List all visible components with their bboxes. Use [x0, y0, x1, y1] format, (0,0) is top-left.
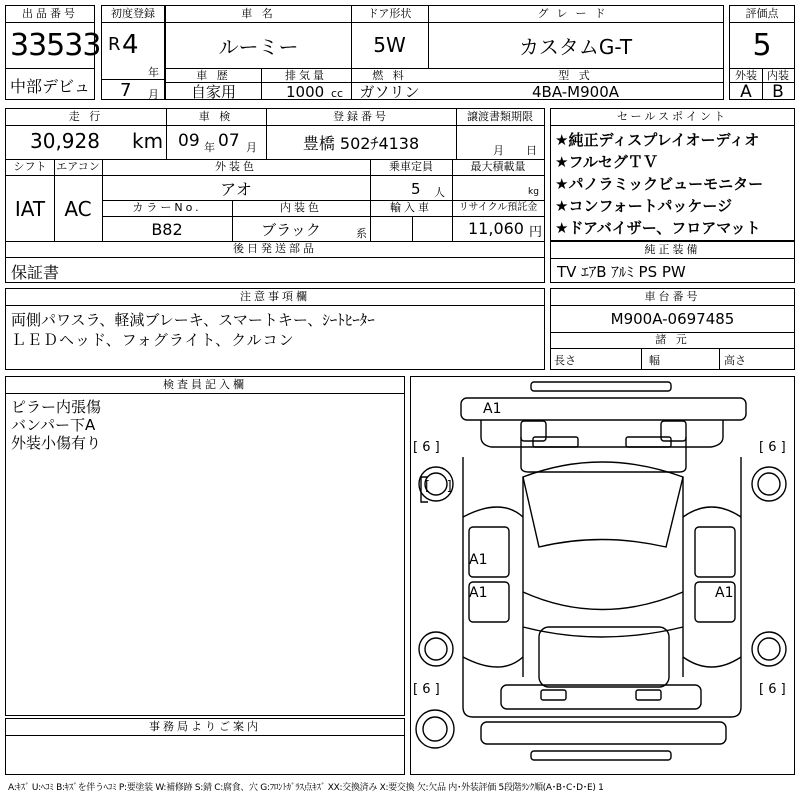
exterior-color: アオ	[220, 179, 252, 199]
interior-color-label: 内装色	[280, 201, 322, 214]
interior-grade: B	[772, 81, 784, 102]
exterior-grade: A	[740, 81, 752, 102]
tire-tread-spare: [ ]	[425, 479, 452, 494]
shift-type: IAT	[14, 196, 46, 221]
fuel: ガソリン	[359, 83, 420, 101]
model-label: 型 式	[558, 69, 593, 82]
interior-grade-label: 内装	[767, 69, 789, 82]
history-label: 車 歴	[196, 69, 231, 82]
damage-mark-front: A1	[483, 401, 502, 417]
damage-mark-left-rear: A1	[469, 585, 488, 601]
transfer-month-unit: 月	[493, 144, 504, 157]
car-diagram-box	[410, 376, 795, 775]
color-number-label: カラーNo.	[132, 201, 202, 214]
later-parts: 保証書	[11, 263, 60, 282]
legend-note: A:ｷｽﾞ U:ﾍｺﾐ B:ｷｽﾞを伴うﾍｺﾐ P:要塗装 W:補修跡 S:錆 C:腐食、穴 G:ﾌﾛﾝﾄｶﾞﾗｽ点ｷｽﾞ XX:交換済み X:要交換 欠:欠品 内･外装評価 5段階ﾗﾝｸ順(A･B･C･D･E) 1	[8, 783, 604, 793]
chassis-number: M900A-0697485	[610, 310, 735, 328]
tire-tread-front-right: [ 6 ]	[759, 440, 786, 455]
exterior-grade-label: 外装	[735, 69, 757, 82]
shift-label: シフト	[13, 160, 47, 173]
equipment-label: 純正装備	[644, 243, 701, 256]
vehicle-info-box	[165, 5, 724, 100]
transfer-day-unit: 日	[526, 144, 537, 157]
vehicle-history: 自家用	[190, 83, 236, 101]
model-code: 4BA-M900A	[531, 82, 619, 101]
recycle-label: リサイクル預託金	[458, 202, 538, 213]
equipment-box	[550, 241, 795, 283]
sales-points-label: セールスポイント	[616, 110, 728, 123]
caution-box	[5, 288, 545, 370]
venue-name: 中部デビュ	[10, 77, 91, 96]
later-parts-label: 後日発送部品	[233, 242, 317, 255]
interior-color: ブラック	[261, 220, 321, 239]
sales-points-box	[550, 108, 795, 241]
transfer-deadline-label: 譲渡書類期限	[467, 110, 533, 123]
lot-number-box	[5, 5, 101, 100]
caution-line-1: 両側パワスラ、軽減ブレーキ、スマートキー、ｼｰﾄﾋｰﾀｰ	[11, 311, 375, 329]
recycle-unit: 円	[529, 225, 543, 240]
score-label: 評価点	[745, 7, 779, 20]
sales-point-2: ★フルセグＴＶ	[555, 153, 658, 171]
inspection-label: 車 検	[198, 110, 234, 123]
mileage: 30,928	[30, 129, 100, 153]
inspector-line-2: バンパー下A	[11, 416, 96, 434]
month-unit: 月	[148, 88, 159, 101]
caution-label: 注意事項欄	[240, 290, 310, 303]
vehicle-detail-box	[5, 108, 545, 283]
sales-point-3: ★パノラミックビューモニター	[555, 175, 764, 193]
import-label: 輸入車	[390, 201, 432, 214]
capacity: 5	[411, 180, 421, 198]
capacity-label: 乗車定員	[389, 160, 433, 173]
plate-number: 豊橋 502ﾁ4138	[302, 133, 420, 153]
first-registration-label: 初度登録	[111, 7, 155, 20]
grade-label: グレード	[537, 7, 614, 20]
exterior-color-label: 外装色	[215, 160, 257, 173]
inspector-box	[5, 376, 405, 716]
plate-label: 登録番号	[333, 110, 389, 123]
inspection-month-unit: 月	[246, 141, 257, 154]
tire-tread-rear-right: [ 6 ]	[759, 682, 786, 697]
color-number: B82	[151, 219, 183, 239]
car-name-label: 車 名	[241, 7, 276, 20]
caution-line-2: ＬＥＤヘッド、フォグライト、クルコン	[11, 331, 295, 349]
sales-point-4: ★コンフォートパッケージ	[555, 197, 733, 215]
fuel-label: 燃 料	[372, 69, 407, 82]
inspector-line-3: 外装小傷有り	[11, 434, 102, 452]
inspection-year-unit: 年	[204, 141, 215, 154]
displacement-label: 排気量	[285, 69, 327, 82]
ac-label: エアコン	[56, 160, 100, 173]
lot-number: 33533	[10, 28, 101, 63]
office-box	[5, 718, 405, 775]
chassis-label: 車台番号	[644, 290, 701, 303]
height-label: 高さ	[724, 354, 746, 367]
mileage-label: 走 行	[68, 110, 104, 123]
sales-point-1: ★純正ディスプレイオーディオ	[555, 131, 760, 149]
overall-score: 5	[752, 27, 772, 63]
door-type: 5W	[373, 33, 406, 57]
recycle-deposit: 11,060	[468, 219, 524, 238]
displacement: 1000	[286, 83, 325, 101]
car-name: ルーミー	[218, 34, 299, 59]
era: R	[108, 34, 121, 55]
tire-tread-rear-left: [ 6 ]	[413, 682, 440, 697]
inspector-label: 検査員記入欄	[163, 378, 247, 391]
registration-month: 7	[120, 80, 132, 101]
year-unit: 年	[148, 66, 159, 79]
width-label: 幅	[649, 354, 660, 367]
sales-point-5: ★ドアバイザー、フロアマット	[555, 219, 761, 237]
chassis-box	[550, 288, 795, 370]
equipment: TV ｴｱB ｱﾙﾐ PS PW	[557, 263, 686, 281]
registration-year: 4	[122, 30, 139, 60]
dimensions-label: 諸 元	[655, 333, 690, 346]
displacement-unit: cc	[331, 87, 344, 100]
inspection-month: 07	[218, 131, 240, 151]
damage-mark-right-rear: A1	[715, 585, 734, 601]
car-diagram	[411, 377, 794, 774]
tire-tread-front-left: [ 6 ]	[413, 440, 440, 455]
air-conditioner: AC	[64, 196, 92, 221]
first-registration-box	[101, 5, 165, 100]
inspection-year: 09	[178, 131, 200, 151]
lot-number-label: 出品番号	[22, 7, 78, 20]
score-box	[729, 5, 795, 100]
max-load-unit: kg	[528, 187, 539, 197]
grade: カスタムG-T	[518, 34, 633, 59]
door-type-label: ドア形状	[367, 7, 412, 20]
capacity-unit: 人	[434, 186, 445, 199]
mileage-unit: km	[132, 129, 164, 153]
interior-color-unit: 系	[356, 227, 367, 240]
inspector-line-1: ピラー内張傷	[11, 398, 102, 416]
max-load-label: 最大積載量	[470, 160, 526, 173]
length-label: 長さ	[554, 354, 576, 367]
office-label: 事務局よりご案内	[149, 720, 261, 733]
damage-mark-left-door: A1	[469, 552, 488, 568]
